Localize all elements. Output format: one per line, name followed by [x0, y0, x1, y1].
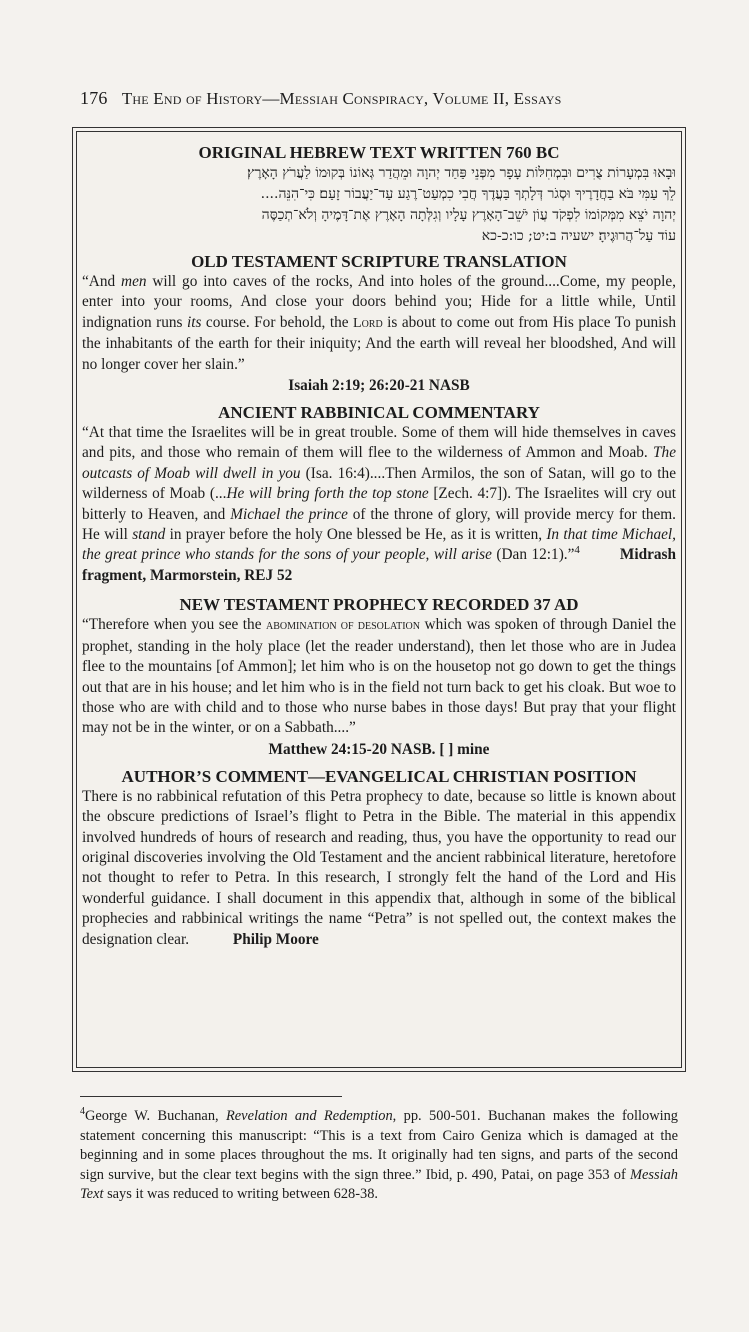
footnote-rule	[80, 1096, 342, 1097]
running-title: The End of History—Messiah Conspiracy, Volume II, Essays	[121, 89, 562, 108]
ot-section-title: OLD TESTAMENT SCRIPTURE TRANSLATION	[191, 252, 567, 271]
ot-reference: Isaiah 2:19; 26:20-21 NASB	[288, 377, 470, 395]
hebrew-line: וּבָאוּ בִּמְעָרוֹת צֻרִים וּבִמְחִלּוֹת עָפָר מִפְּנֵי פַּחַד יְהוָה וּמֵהֲדַר גְּאוֹנוֹ בְּקוּמוֹ לַעֲרֹץ הָאָרֶץ׃	[247, 165, 676, 181]
nt-reference: Matthew 24:15-20 NASB. [ ] mine	[268, 740, 490, 758]
author-signature: Philip Moore	[232, 930, 319, 948]
hebrew-line: עוֹד עַל־הֲרוּגֶיהָ׃ ישעיה ב:יט; כו:כ-כא	[481, 228, 676, 244]
page-number: 176	[80, 88, 108, 108]
hebrew-section-title: ORIGINAL HEBREW TEXT WRITTEN 760 BC	[198, 143, 560, 162]
rabbinic-section-title: ANCIENT RABBINICAL COMMENTARY	[218, 403, 540, 423]
boxed-content-frame	[72, 127, 686, 1072]
hebrew-line: לֵךְ עַמִּי בֹּא בַחֲדָרֶיךָ וּסְגֹר דְּלָתְךָ בַּעֲדֶךָ חֲבִי כִמְעַט־רֶגַע עַד־יַעֲבוֹר זָעַם׃ כִּי־הִנֵּה....	[260, 186, 676, 202]
author-section-title: AUTHOR’S COMMENT—EVANGELICAL CHRISTIAN POSITION	[121, 766, 637, 786]
hebrew-text	[82, 163, 676, 247]
ot-translation-text: “And men will go into caves of the rocks, And into holes of the ground....Come, my people, enter into your rooms, And close your doors behind you; Hide for a little while, Until indignation runs its course. For behold, the Lord is about to come out from His place To punish the inhabitants of the earth for their iniquity; And the earth will reveal her bloodshed, And will no longer cover her slain.”	[82, 273, 676, 373]
footnote-marker: 4	[574, 544, 580, 557]
rabbinic-commentary-text: “At that time the Israelites will be in great trouble. Some of them will hide themselves in caves and pits, and those who remain of them will flee to the wilderness of Ammon and Moab. The outcasts of Moab will dwell in you (Isa. 16:4)....Then Armilos, the son of Satan, will go to the wilderness of Moab (...He will bring forth the top stone [Zech. 4:7]). The Israelites will cry out bitterly to Heaven, and Michael the prince of the throne of glory, will provide mercy for them. He will stand in prayer before the holy One blessed be He, as it is written, In that time Michael, the great prince who stands for the sons of your people, will arise (Dan 12:1).”$^4$ Midrash fragment, Marmorstein, REJ 52	[82, 424, 676, 584]
rabbinic-source: Midrash fragment, Marmorstein, REJ 52	[82, 546, 676, 584]
nt-section-title: NEW TESTAMENT PROPHECY RECORDED 37 AD	[179, 595, 579, 615]
author-comment-text: There is no rabbinical refutation of this Petra prophecy to date, because so little is known about the obscure predictions of Israel’s flight to Petra in the Bible. The material in this appendix involved hundreds of hours of research and reading, thus, you have the opportunity to read our original discoveries involving the Old Testament and the ancient rabbinical literature, heretofore not thought to refer to Petra. In this research, I strongly felt the hand of the Lord and His wonderful guidance. I shall document in this appendix that, although in some of the biblical prophecies and rabbinical writings the name “Petra” is not spelled out, the context makes the designation clear. Philip Moore	[82, 787, 676, 948]
hebrew-line: יְהוָה יֹצֵא מִמְּקוֹמוֹ לִפְקֹד עֲוֹן יֹשֵׁב־הָאָרֶץ עָלָיו וְגִלְּתָה הָאָרֶץ אֶת־דָּמֶיהָ וְלֹא־תְכַסֶּה	[261, 207, 676, 223]
boxed-content	[76, 131, 682, 1068]
footnote-number: 4	[80, 1106, 85, 1118]
footnote: $^4$George W. Buchanan, Revelation and Redemption, pp. 500-501. Buchanan makes the following statement concerning this manuscript: “This is a text from Cairo Geniza which is damaged at the beginning and in some places throughout the ms. It originally had ten signs, and parts of the second sign survive, but the clear text begins with the sign three.” Ibid, p. 490, Patai, on page 353 of Messiah Text says it was reduced to writing between 628-38.	[80, 1106, 678, 1202]
nt-prophecy-text: “Therefore when you see the abomination of desolation which was spoken of through Daniel the prophet, standing in the holy place (let the reader understand), then let those who are in Judea flee to the mountains [of Ammon]; let him who is on the housetop not go down to get the things out that are in his house; and let him who is in the field not turn back to get his cloak. But woe to those who are with child and to those who nurse babes in those days! But pray that your flight may not be in the winter, or on a Sabbath....”	[82, 616, 676, 737]
running-header	[80, 88, 680, 109]
